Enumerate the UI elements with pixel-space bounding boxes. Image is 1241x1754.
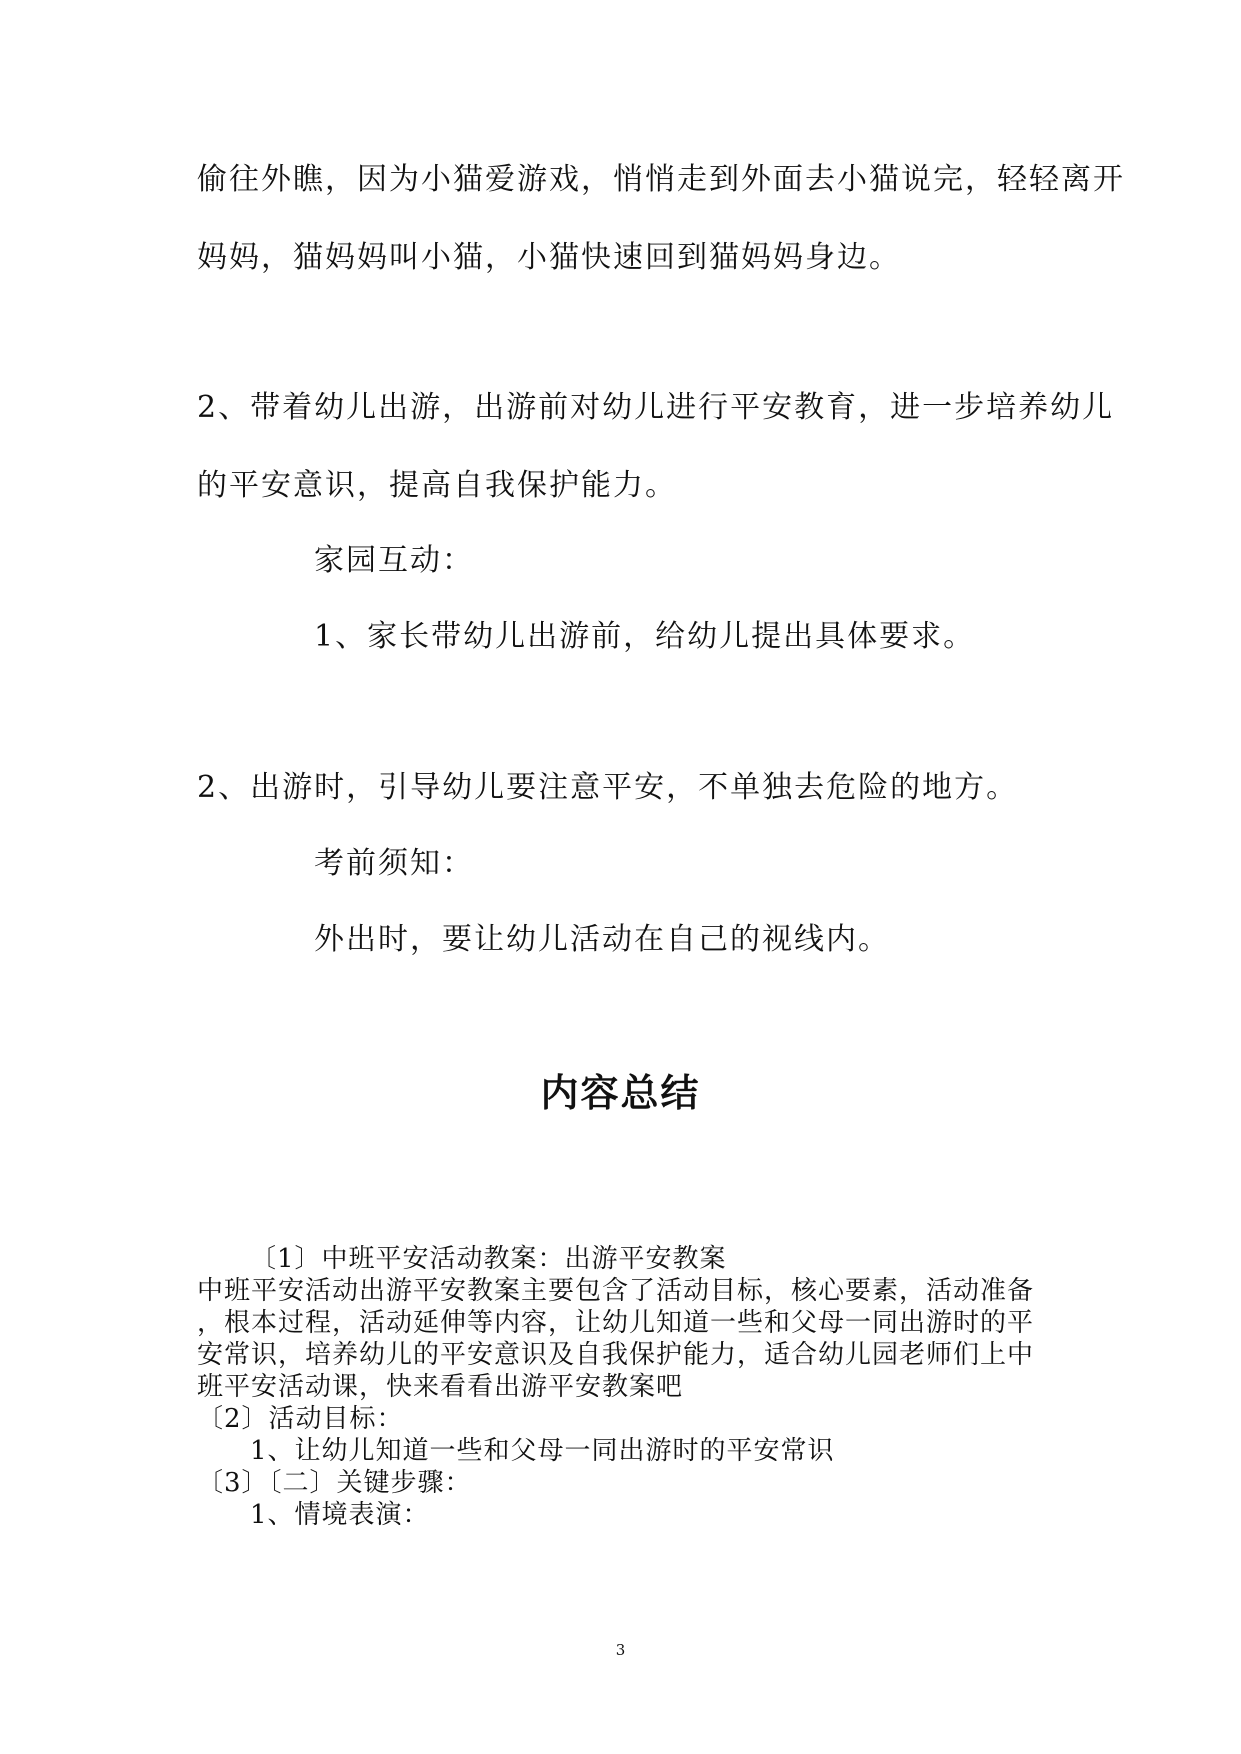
summary-line-3: ，根本过程，活动延伸等内容，让幼儿知道一些和父母一同出游时的平	[197, 1308, 1035, 1338]
summary-line-8: 〔3〕〔二〕关键步骤：	[197, 1468, 472, 1498]
summary-line-6: 〔2〕活动目标：	[197, 1404, 404, 1434]
body-line-3: 2、带着幼儿出游，出游前对幼儿进行平安教育，进一步培养幼儿	[197, 390, 1115, 425]
summary-line-4: 安常识，培养幼儿的平安意识及自我保护能力，适合幼儿园老师们上中	[197, 1340, 1035, 1370]
body-line-2: 妈妈，猫妈妈叫小猫，小猫快速回到猫妈妈身边。	[197, 240, 901, 275]
page-number: 3	[615, 1641, 626, 1659]
summary-line-5: 班平安活动课，快来看看出游平安教案吧	[197, 1372, 684, 1402]
body-line-4: 的平安意识，提高自我保护能力。	[197, 468, 677, 503]
summary-line-9: 1、情境表演：	[250, 1500, 430, 1530]
body-line-7: 2、出游时，引导幼儿要注意平安，不单独去危险的地方。	[197, 770, 1019, 805]
body-line-9: 外出时，要让幼儿活动在自己的视线内。	[314, 922, 890, 957]
body-line-1: 偷往外瞧，因为小猫爱游戏，悄悄走到外面去小猫说完，轻轻离开	[197, 162, 1125, 197]
summary-line-1: 〔1〕中班平安活动教案：出游平安教案	[250, 1244, 727, 1274]
summary-heading: 内容总结	[540, 1071, 701, 1115]
body-line-8: 考前须知：	[314, 846, 474, 881]
summary-line-7: 1、让幼儿知道一些和父母一同出游时的平安常识	[250, 1436, 835, 1466]
body-line-6: 1、家长带幼儿出游前，给幼儿提出具体要求。	[314, 619, 976, 654]
summary-line-2: 中班平安活动出游平安教案主要包含了活动目标，核心要素，活动准备	[197, 1276, 1035, 1306]
body-line-5: 家园互动：	[314, 543, 474, 578]
